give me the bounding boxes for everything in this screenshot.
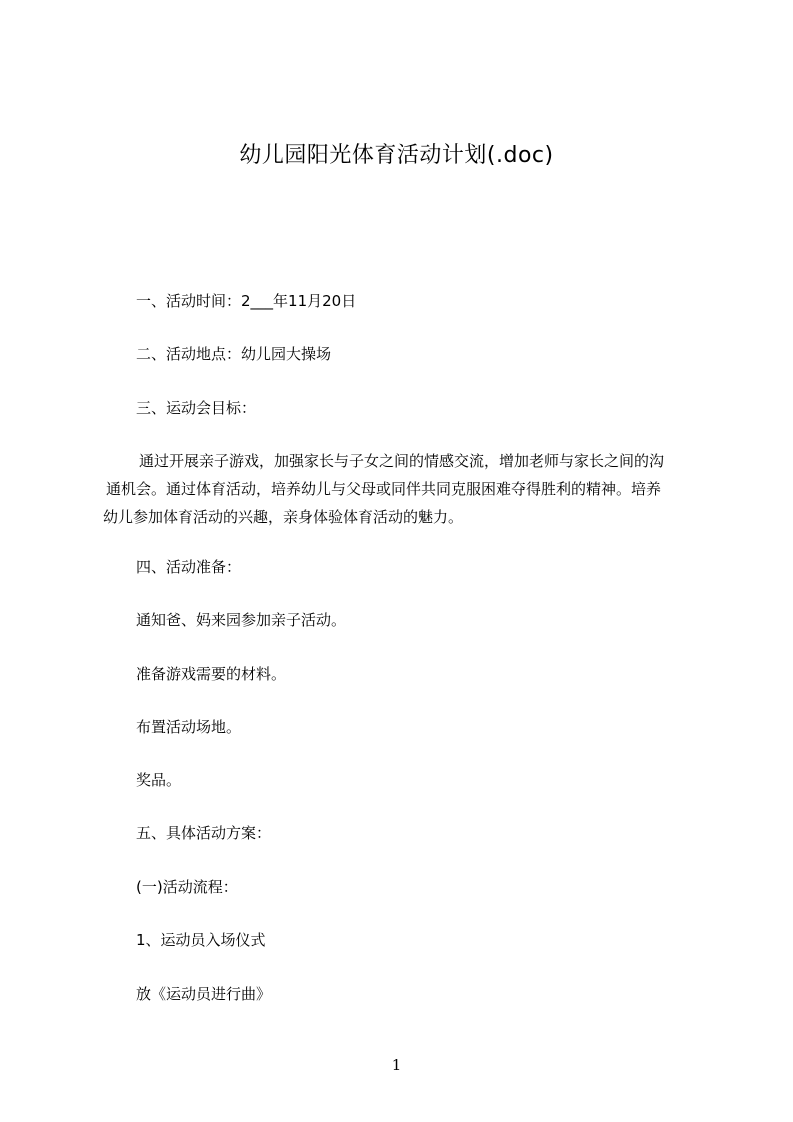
document-title: 幼儿园阳光体育活动计划(.doc) <box>239 143 554 168</box>
goal-paragraph <box>103 447 719 531</box>
goal-heading: 三、运动会目标： <box>136 399 257 417</box>
activity-place: 二、活动地点：幼儿园大操场 <box>136 345 332 363</box>
prep-item-materials: 准备游戏需要的材料。 <box>136 665 287 683</box>
activity-time: 一、活动时间：2___年11月20日 <box>136 292 357 310</box>
flow-step-1-detail: 放《运动员进行曲》 <box>136 985 272 1003</box>
plan-heading: 五、具体活动方案： <box>136 824 272 842</box>
goal-paragraph-line-3: 幼儿参加体育活动的兴趣，亲身体验体育活动的魅力。 <box>103 508 464 526</box>
prep-item-venue: 布置活动场地。 <box>136 718 242 736</box>
goal-paragraph-line-1: 通过开展亲子游戏，加强家长与子女之间的情感交流，增加老师与家长之间的沟 <box>139 452 665 470</box>
goal-paragraph-line-2: 通机会。通过体育活动，培养幼儿与父母或同伴共同克服困难夺得胜利的精神。培养 <box>106 480 662 498</box>
flow-heading: (一)活动流程： <box>136 878 238 896</box>
flow-step-1: 1、运动员入场仪式 <box>136 931 266 949</box>
prep-item-notify: 通知爸、妈来园参加亲子活动。 <box>136 611 347 629</box>
prep-heading: 四、活动准备： <box>136 558 242 576</box>
prep-item-prizes: 奖品。 <box>136 771 182 789</box>
page-number: 1 <box>391 1056 402 1074</box>
